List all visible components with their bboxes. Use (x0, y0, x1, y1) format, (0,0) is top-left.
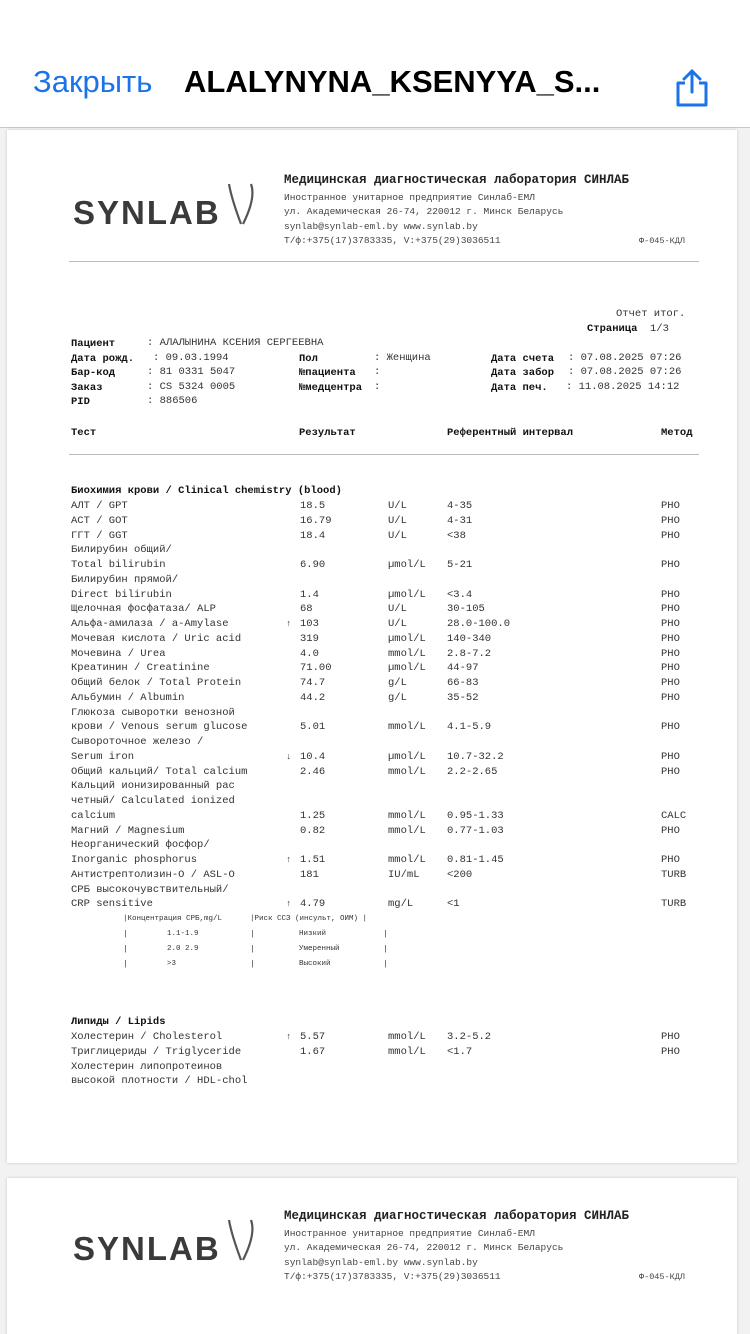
lab-address: ул. Академическая 26-74, 220012 г. Минск Беларусь (284, 206, 564, 217)
method: PHO (661, 514, 680, 527)
unit: mmol/L (388, 647, 426, 660)
document-page-2[interactable]: SYNLAB Медицинская диагностическая лаборатория СИНЛАБ Иностранное унитарное предприятие Синлаб-ЕМЛ ул. Академическая 26-74, 220012 г. Минск Беларусь synlab@synlab-eml.by www.synlab.by Т/ф:+375(17)3783335, V:+375(29)3036511 Ф-045-КДЛ (7, 1178, 737, 1334)
method: PHO (661, 603, 680, 616)
result-value: 71.00 (300, 662, 332, 675)
method: PHO (661, 632, 680, 645)
reference-range: 4-35 (447, 500, 473, 512)
crp-concentration: 2.0 2.9 (167, 945, 199, 953)
method: PHO (661, 529, 680, 542)
column-result: Результат (299, 427, 356, 439)
pid-value: : 886506 (147, 395, 198, 407)
reference-range: 0.81-1.45 (447, 854, 504, 866)
result-value: 181 (300, 868, 319, 881)
reference-range: 44-97 (447, 662, 479, 675)
test-name: Общий кальций/ Total calcium (71, 765, 248, 778)
method: PHO (661, 662, 680, 675)
order-value: : CS 5324 0005 (147, 381, 236, 393)
test-name: СРБ высокочувствительный/ (71, 883, 229, 896)
method: PHO (661, 500, 680, 512)
flag-indicator: ↑ (286, 899, 292, 910)
dob-label: Дата рожд. (71, 353, 135, 365)
reference-range: <3.4 (447, 588, 473, 601)
unit: mmol/L (388, 809, 426, 822)
form-code: Ф-045-КДЛ (639, 236, 685, 246)
test-name: Глюкоза сыворотки венозной (71, 706, 235, 719)
result-value: 1.4 (300, 588, 319, 601)
test-name: высокой плотности / HDL-chol (71, 1075, 248, 1088)
test-name: крови / Venous serum glucose (71, 721, 248, 734)
unit: U/L (388, 529, 407, 542)
lab-legal-name: Иностранное унитарное предприятие Синлаб-ЕМЛ (284, 1228, 535, 1239)
dob-value: : 09.03.1994 (153, 352, 229, 364)
result-value: 74.7 (300, 677, 326, 689)
lab-contacts: synlab@synlab-eml.by www.synlab.by (284, 221, 478, 232)
lab-name: Медицинская диагностическая лаборатория СИНЛАБ (284, 1209, 630, 1223)
reference-range: 5-21 (447, 559, 473, 571)
medcenter-label: №медцентра (299, 382, 363, 394)
test-name: Мочевина / Urea (71, 647, 166, 660)
unit: mmol/L (388, 721, 426, 734)
result-value: 18.5 (300, 500, 326, 512)
reference-range: 0.95-1.33 (447, 809, 504, 822)
test-name: Щелочная фосфатаза/ ALP (71, 603, 216, 616)
order-label: Заказ (71, 382, 103, 394)
table-border: | (383, 960, 388, 969)
crp-risk: Умеренный (299, 945, 340, 953)
table-border: | (123, 945, 128, 954)
patient-number-label: №пациента (299, 367, 356, 379)
test-name: Креатинин / Creatinine (71, 662, 210, 675)
crp-risk: Высокий (299, 960, 331, 968)
flag-indicator: ↑ (286, 1032, 292, 1042)
reference-range: 140-340 (447, 632, 492, 645)
share-icon[interactable] (668, 62, 716, 110)
unit: U/L (388, 618, 407, 630)
flag-indicator: ↑ (286, 855, 292, 865)
table-border: | (250, 930, 255, 939)
unit: µmol/L (388, 662, 426, 675)
form-code: Ф-045-КДЛ (639, 1272, 685, 1282)
test-name: Total bilirubin (71, 559, 166, 571)
method: TURB (661, 898, 687, 911)
column-test: Тест (71, 427, 97, 439)
unit: U/L (388, 603, 407, 616)
test-name: Сывороточное железо / (71, 736, 204, 748)
method: PHO (661, 721, 680, 734)
result-value: 4.0 (300, 647, 319, 660)
invoice-date-label: Дата счета (491, 353, 555, 365)
method: PHO (661, 765, 680, 778)
table-border: | (383, 945, 388, 954)
reference-range: 10.7-32.2 (447, 750, 504, 763)
medcenter-value: : (374, 381, 381, 393)
method: PHO (661, 750, 680, 763)
method: PHO (661, 1045, 680, 1058)
unit: mg/L (388, 898, 414, 911)
crp-concentration: 1.1-1.9 (167, 930, 199, 938)
method: PHO (661, 559, 680, 571)
result-value: 10.4 (300, 750, 326, 763)
test-name: Serum iron (71, 750, 135, 763)
unit: g/L (388, 691, 407, 704)
method: PHO (661, 647, 680, 660)
print-date-value: : 11.08.2025 14:12 (566, 381, 680, 393)
result-value: 0.82 (300, 824, 326, 837)
column-reference: Референтный интервал (447, 427, 574, 439)
flag-indicator: ↓ (286, 751, 292, 762)
patient-name: : АЛАЛЫНИНА КСЕНИЯ СЕРГЕЕВНА (147, 337, 324, 349)
crp-head-risk: |Риск ССЗ (инсульт, ОИМ) | (250, 915, 368, 923)
result-value: 5.01 (300, 721, 326, 734)
reference-range: 35-52 (447, 691, 479, 704)
section-title-lipids: Липиды / Lipids (71, 1016, 166, 1028)
columns-divider (69, 454, 699, 455)
reference-range: <1 (447, 898, 460, 911)
reference-range: 3.2-5.2 (447, 1031, 492, 1043)
result-value: 68 (300, 603, 313, 616)
method: CALC (661, 809, 687, 822)
result-value: 319 (300, 632, 319, 645)
test-name: Антистрептолизин-О / ASL-O (71, 868, 235, 881)
test-name: Direct bilirubin (71, 588, 172, 601)
lab-phones: Т/ф:+375(17)3783335, V:+375(29)3036511 (284, 1271, 501, 1282)
unit: mmol/L (388, 854, 426, 866)
test-name: АЛТ / GPT (71, 500, 128, 512)
flag-indicator: ↑ (286, 619, 292, 629)
pid-label: PID (71, 396, 90, 408)
unit: mmol/L (388, 1031, 426, 1043)
test-name: Холестерин липопротеинов (71, 1060, 223, 1073)
crp-risk: Низкий (299, 930, 327, 938)
reference-range: 30-105 (447, 603, 485, 616)
close-button[interactable]: Закрыть (33, 64, 153, 99)
reference-range: 4.1-5.9 (447, 721, 492, 734)
result-value: 2.46 (300, 765, 326, 778)
unit: mmol/L (388, 824, 426, 837)
unit: mmol/L (388, 1045, 426, 1058)
barcode-value: : 81 0331 5047 (147, 366, 236, 378)
result-value: 16.79 (300, 514, 332, 527)
reference-range: 2.8-7.2 (447, 647, 492, 660)
test-name: Inorganic phosphorus (71, 854, 198, 866)
lab-address: ул. Академическая 26-74, 220012 г. Минск Беларусь (284, 1242, 564, 1253)
result-value: 103 (300, 618, 319, 630)
crp-head-concentration: |Концентрация СРБ,mg/L (123, 915, 223, 923)
reference-range: <1.7 (447, 1045, 473, 1058)
sex-value: : Женщина (374, 352, 431, 364)
test-name: Альфа-амилаза / a-Amylase (71, 618, 229, 630)
sample-date-value: : 07.08.2025 07:26 (568, 366, 682, 378)
method: TURB (661, 868, 687, 881)
method: PHO (661, 588, 680, 601)
unit: g/L (388, 677, 407, 689)
test-name: CRP sensitive (71, 898, 153, 911)
table-border: | (123, 960, 128, 969)
method: PHO (661, 677, 680, 689)
test-name: Мочевая кислота / Uric acid (71, 632, 242, 645)
lab-phones: Т/ф:+375(17)3783335, V:+375(29)3036511 (284, 235, 501, 246)
reference-range: 66-83 (447, 677, 479, 689)
result-value: 1.51 (300, 854, 326, 866)
unit: U/L (388, 514, 407, 527)
test-name: четный/ Calculated ionized (71, 795, 235, 807)
top-bar (0, 0, 750, 128)
crp-concentration: >3 (167, 960, 177, 968)
method: PHO (661, 618, 680, 630)
reference-range: <200 (447, 868, 473, 881)
unit: µmol/L (388, 588, 426, 601)
method: PHO (661, 691, 680, 704)
section-title-chemistry: Биохимия крови / Clinical chemistry (blood) (71, 485, 342, 497)
report-kind: Отчет итог. (616, 308, 686, 320)
test-name: Неорганический фосфор/ (71, 839, 210, 852)
reference-range: 4-31 (447, 514, 473, 527)
unit: mmol/L (388, 765, 426, 778)
header-divider (69, 261, 699, 262)
reference-range: 28.0-100.0 (447, 618, 511, 630)
method: PHO (661, 824, 680, 837)
result-value: 44.2 (300, 691, 326, 704)
test-name: Альбумин / Albumin (71, 691, 185, 704)
test-name: Магний / Magnesium (71, 824, 185, 837)
sex-label: Пол (299, 353, 318, 365)
patient-number-value: : (374, 366, 381, 378)
page-label: Страница (587, 323, 638, 335)
page-number: 1/3 (650, 323, 669, 335)
print-date-label: Дата печ. (491, 382, 548, 394)
method: PHO (661, 1031, 680, 1043)
reference-range: <38 (447, 529, 466, 542)
result-value: 1.25 (300, 809, 326, 822)
result-value: 1.67 (300, 1045, 326, 1058)
table-border: | (250, 960, 255, 969)
unit: IU/mL (388, 868, 420, 881)
test-name: Кальций ионизированный рас (71, 780, 235, 793)
result-value: 5.57 (300, 1031, 326, 1043)
result-value: 6.90 (300, 559, 326, 571)
sample-date-label: Дата забор (491, 367, 555, 379)
reference-range: 0.77-1.03 (447, 824, 504, 837)
test-name: Триглицериды / Triglyceride (71, 1045, 242, 1058)
unit: U/L (388, 500, 407, 512)
table-border: | (383, 930, 388, 939)
column-method: Метод (661, 427, 693, 439)
document-title: ALALYNYNA_KSENYYA_S... (184, 64, 601, 99)
lab-contacts: synlab@synlab-eml.by www.synlab.by (284, 1257, 478, 1268)
table-border: | (250, 945, 255, 954)
method: PHO (661, 854, 680, 866)
lab-legal-name: Иностранное унитарное предприятие Синлаб-ЕМЛ (284, 192, 535, 203)
test-name: calcium (71, 809, 116, 822)
test-name: ГГТ / GGT (71, 529, 128, 542)
patient-label: Пациент (71, 338, 116, 350)
unit: µmol/L (388, 559, 426, 571)
test-name: Холестерин / Cholesterol (71, 1031, 223, 1043)
result-value: 18.4 (300, 529, 326, 542)
invoice-date-value: : 07.08.2025 07:26 (568, 352, 682, 364)
document-page-1[interactable]: SYNLAB Медицинская диагностическая лаборатория СИНЛАБ Иностранное унитарное предприятие Синлаб-ЕМЛ ул. Академическая 26-74, 220012 г. Минск Беларусь synlab@synlab-eml.by www.synlab.by Т/ф:+375(17)3783335, V:+375(29)3036511 Ф-045-КДЛ Отчет итог. Страница 1/3 Пациент : АЛАЛЫНИНА КСЕНИЯ СЕРГЕЕВНА Дата рожд. : 09.03.1994 Пол : Женщина Дата счета : 07.08.2025 07:26 Бар-код : 81 0331 5047 №пациента : Дата забор : 07.08.2025 07:26 Заказ : CS 5324 0005 №медцентра : Дата печ. : 11.08.2025 14:12 PID : 886506 Тест Результат Референтный интервал Метод Биохимия крови / Clinical chemistry (blood) АЛТ / GPT 18.5 U/L 4-35 PHO АСТ / GOT 16.79 U/L 4-31 PHO ГГТ / GGT 18.4 U/L <38 PHO Билирубин общий/ Total bilirubin 6.90 µmol/L 5-21 PHO Билирубин прямой/ Direct bilirubin 1.4 µmol/L <3.4 PHO Щелочная фосфатаза/ ALP 68 U/L 30-105 PHO Альфа-амилаза / a-Amylase ↑ 103 U/L 28.0-100.0 PHO Мочевая кислота / Uric acid 319 µmol/L 140-340 PHO Мочевина / Urea 4.0 mmol/L 2.8-7.2 PHO Креатинин / Creatinine 71.00 µmol/L 44-97 PHO Общий белок / Total Protein 74.7 g/L 66-83 PHO Альбумин / Albumin 44.2 g/L 35-52 PHO Глюкоза сыворотки венозной крови / Venous serum glucose 5.01 mmol/L 4.1-5.9 PHO Сывороточное железо / Serum iron ↓ 10.4 µmol/L 10.7-32.2 PHO Общий кальций/ Total calcium 2.46 mmol/L 2.2-2.65 PHO Кальций ионизированный рас четный/ Calculated ionized calcium 1.25 mmol/L 0.95-1.33 CALC Магний / Magnesium 0.82 mmol/L 0.77-1.03 PHO Неорганический фосфор/ Inorganic phosphorus ↑ 1.51 mmol/L 0.81-1.45 PHO Антистрептолизин-О / ASL-O 181 IU/mL <200 TURB СРБ высокочувствительный/ CRP sensitive ↑ 4.79 mg/L <1 TURB |Концентрация СРБ,mg/L |Риск ССЗ (инсульт, ОИМ) | | | | 1.1-1.9 Низкий | | | 2.0 2.9 Умеренный | | | >3 Высокий Липиды / Lipids Холестерин / Cholesterol ↑ 5.57 mmol/L 3.2-5.2 PHO Триглицериды / Triglyceride 1.67 mmol/L <1.7 PHO Холестерин липопротеинов высокой плотности / HDL-chol (7, 130, 737, 1163)
test-name: Общий белок / Total Protein (71, 677, 242, 689)
test-name: АСТ / GOT (71, 514, 128, 527)
unit: µmol/L (388, 750, 426, 763)
test-name: Билирубин прямой/ (71, 573, 179, 586)
lab-name: Медицинская диагностическая лаборатория СИНЛАБ (284, 173, 630, 187)
result-value: 4.79 (300, 898, 326, 911)
barcode-label: Бар-код (71, 367, 116, 379)
unit: µmol/L (388, 632, 426, 645)
table-border: | (123, 930, 128, 939)
test-name: Билирубин общий/ (71, 544, 172, 557)
reference-range: 2.2-2.65 (447, 765, 498, 778)
